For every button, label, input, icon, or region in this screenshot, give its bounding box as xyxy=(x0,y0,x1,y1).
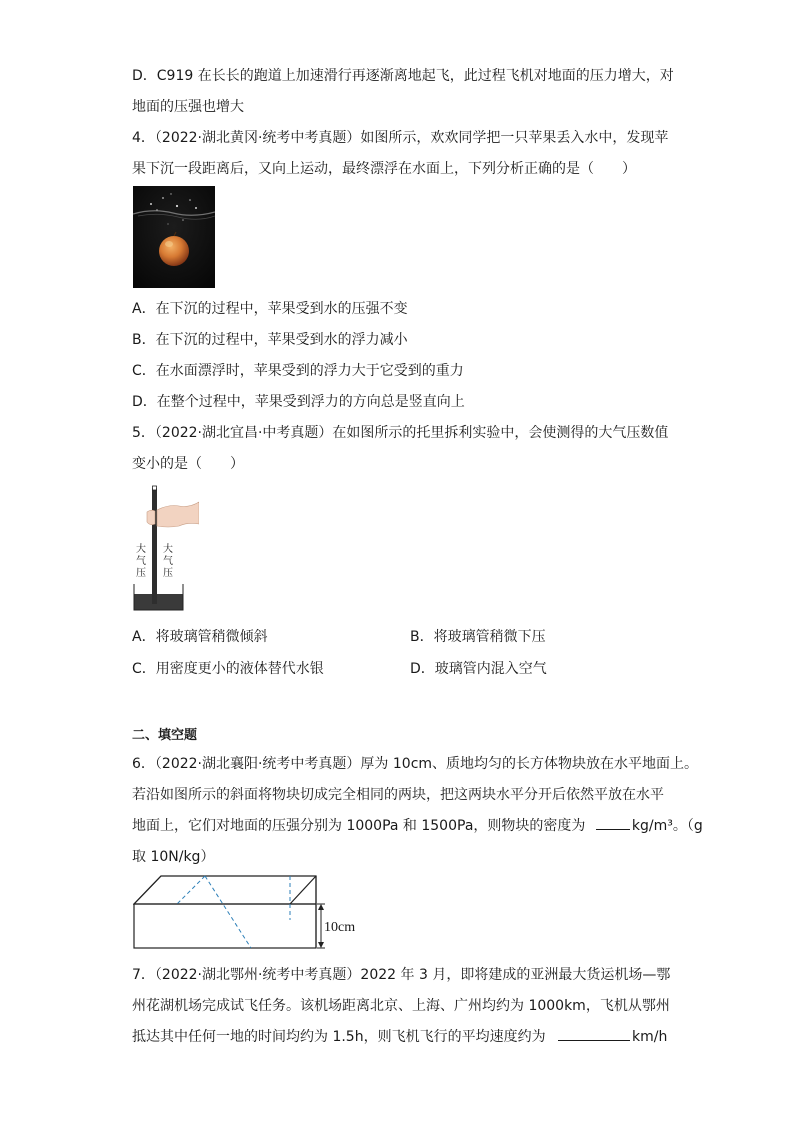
atmospheric-pressure-label-right: 大气压 xyxy=(163,544,173,579)
q6-stem-line1: 6．（2022·湖北襄阳·统考中考真题）厚为 10cm、质地均匀的长方体物块放在水平地面上。 xyxy=(132,756,699,772)
q6-unit-text: kg/m³。（g xyxy=(631,818,703,834)
thickness-label: 10cm xyxy=(324,920,356,935)
q4-option-b: B．在下沉的过程中，苹果受到水的浮力减小 xyxy=(132,332,408,348)
q6-answer-blank[interactable] xyxy=(596,817,630,830)
q5-stem-line1: 5．（2022·湖北宜昌·中考真题）在如图所示的托里拆利实验中，会使测得的大气压数值 xyxy=(132,425,669,441)
q7-stem-line2: 州花湖机场完成试飞任务。该机场距离北京、上海、广州均约为 1000km，飞机从鄂州 xyxy=(132,998,670,1014)
q6-stem-line4: 取 10N/kg） xyxy=(132,849,215,865)
q6-stem-line3-text: 地面上，它们对地面的压强分别为 1000Pa 和 1500Pa，则物块的密度为 xyxy=(132,818,586,834)
q7-unit-text: km/h xyxy=(632,1029,668,1045)
q5-option-a: A．将玻璃管稍微倾斜 xyxy=(132,629,268,645)
q4-option-c: C．在水面漂浮时，苹果受到的浮力大于它受到的重力 xyxy=(132,363,464,379)
q7-stem-line3 xyxy=(132,1028,667,1046)
q5-stem-line2: 变小的是（ ） xyxy=(132,456,244,472)
cuboid-block-figure xyxy=(133,874,363,950)
apple-in-water-photo xyxy=(133,186,215,288)
q3-option-d-line1: D．C919 在长长的跑道上加速滑行再逐渐离地起飞，此过程飞机对地面的压力增大，对 xyxy=(132,68,674,84)
q6-stem-line2: 若沿如图所示的斜面将物块切成完全相同的两块，把这两块水平分开后依然平放在水平 xyxy=(132,787,664,803)
q5-option-b: B．将玻璃管稍微下压 xyxy=(410,629,546,645)
q4-stem-line2: 果下沉一段距离后，又向上运动，最终漂浮在水面上，下列分析正确的是（ ） xyxy=(132,161,636,177)
q4-option-d: D．在整个过程中，苹果受到浮力的方向总是竖直向上 xyxy=(132,394,465,410)
q7-answer-blank[interactable] xyxy=(558,1028,630,1041)
atmospheric-pressure-label-left: 大气压 xyxy=(136,544,146,579)
q5-option-d: D．玻璃管内混入空气 xyxy=(410,661,547,677)
q6-stem-line3 xyxy=(132,817,703,835)
q5-option-c: C．用密度更小的液体替代水银 xyxy=(132,661,324,677)
q4-stem-line1: 4．（2022·湖北黄冈·统考中考真题）如图所示，欢欢同学把一只苹果丢入水中，发现苹 xyxy=(132,130,669,146)
q7-stem-line3-text: 抵达其中任何一地的时间均约为 1.5h，则飞机飞行的平均速度约为 xyxy=(132,1029,546,1045)
q7-stem-line1: 7．（2022·湖北鄂州·统考中考真题）2022 年 3 月，即将建成的亚洲最大货运机场—鄂 xyxy=(132,967,671,983)
section-title-fill-in: 二、填空题 xyxy=(132,728,198,743)
q4-option-a: A．在下沉的过程中，苹果受到水的压强不变 xyxy=(132,301,408,317)
q3-option-d-line2: 地面的压强也增大 xyxy=(132,99,244,115)
torricelli-experiment-figure xyxy=(133,484,199,612)
